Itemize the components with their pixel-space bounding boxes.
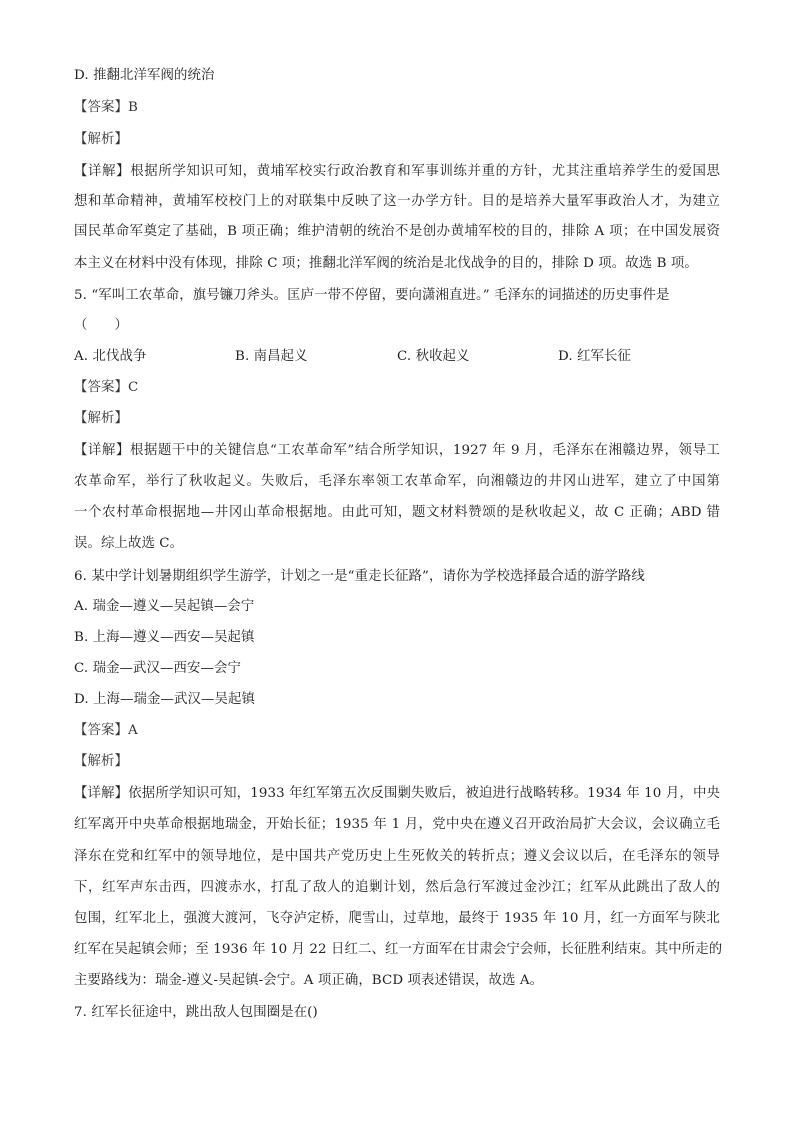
q7-stem: 7. 红军长征途中，跳出敌人包围圈是在() bbox=[74, 1005, 318, 1020]
q6-detail-line: 泽东在党和红军中的领导地位，是中国共产党历史上生死攸关的转折点；遵义会议以后，在毛泽东的领导 bbox=[74, 849, 720, 864]
q6-option-b: B. 上海—遵义—西安—吴起镇 bbox=[74, 630, 255, 645]
q6-detail-line: 【详解】依据所学知识可知，1933 年红军第五次反围剿失败后，被迫进行战略转移。1934 年 10 月，中央 bbox=[74, 786, 720, 801]
q6-detail-line: 红军离开中央革命根据地瑞金，开始长征；1935 年 1 月，党中央在遵义召开政治局扩大会议，会议确立毛 bbox=[74, 817, 720, 832]
q6-detail-line: 下，红军声东击西，四渡赤水，打乱了敌人的追剿计划，然后急行军渡过金沙江；红军从此跳出了敌人的 bbox=[74, 880, 720, 895]
q4-detail-line: 国民革命军奠定了基础，B 项正确；维护清朝的统治不是创办黄埔军校的目的，排除 A 项；在中国发展资 bbox=[74, 224, 720, 239]
q6-option-a: A. 瑞金—遵义—吴起镇—会宁 bbox=[74, 599, 255, 614]
q6-detail-line: 红军在吴起镇会师；至 1936 年 10 月 22 日红二、红一方面军在甘肃会宁会师，长征胜利结束。其中所走的 bbox=[74, 942, 723, 957]
q5-detail-line: 一个农村革命根据地—井冈山革命根据地。由此可知，题文材料赞颂的是秋收起义，故 C 正确；ABD 错 bbox=[74, 505, 720, 520]
q4-option-d: D. 推翻北洋军阀的统治 bbox=[74, 68, 215, 83]
q5-detail-line: 误。综上故选 C。 bbox=[74, 536, 184, 551]
q5-answer: 【答案】C bbox=[74, 380, 139, 395]
q4-analysis-label: 【解析】 bbox=[74, 132, 128, 147]
q4-detail-line: 【详解】根据所学知识可知，黄埔军校实行政治教育和军事训练并重的方针，尤其注重培养学生的爱国思 bbox=[74, 164, 720, 179]
q5-option-b: B. 南昌起义 bbox=[235, 349, 308, 364]
q6-analysis-label: 【解析】 bbox=[74, 754, 128, 769]
q6-detail-line: 主要路线为：瑞金-遵义-吴起镇-会宁。A 项正确，BCD 项表述错误，故选 A。 bbox=[74, 973, 544, 988]
q4-detail-line: 想和革命精神，黄埔军校校门上的对联集中反映了这一办学方针。目的是培养大量军事政治人才，为建立 bbox=[74, 194, 720, 209]
q4-answer: 【答案】B bbox=[74, 100, 138, 115]
q5-stem-blank: （ ） bbox=[74, 318, 128, 333]
q5-analysis-label: 【解析】 bbox=[74, 411, 128, 426]
q6-stem: 6. 某中学计划暑期组织学生游学，计划之一是“重走长征路”，请你为学校选择最合适的游学路线 bbox=[74, 569, 645, 584]
q5-option-c: C. 秋收起义 bbox=[397, 349, 470, 364]
q6-option-d: D. 上海—瑞金—武汉—吴起镇 bbox=[74, 692, 255, 707]
q6-detail-line: 包围，红军北上，强渡大渡河，飞夺泸定桥，爬雪山，过草地，最终于 1935 年 10 月，红一方面军与陕北 bbox=[74, 911, 720, 926]
q4-detail-line: 本主义在材料中没有体现，排除 C 项；推翻北洋军阀的统治是北伐战争的目的，排除 D 项。故选 B 项。 bbox=[74, 256, 698, 271]
q5-option-d: D. 红军长征 bbox=[558, 349, 632, 364]
q5-detail-line: 【详解】根据题干中的关键信息“工农革命军”结合所学知识，1927 年 9 月，毛泽东在湘赣边界，领导工 bbox=[74, 443, 720, 458]
q6-answer: 【答案】A bbox=[74, 723, 138, 738]
q6-option-c: C. 瑞金—武汉—西安—会宁 bbox=[74, 661, 241, 676]
q5-detail-line: 农革命军，举行了秋收起义。失败后，毛泽东率领工农革命军，向湘赣边的井冈山进军，建立了中国第 bbox=[74, 474, 720, 489]
q5-stem: 5. “军叫工农革命，旗号镰刀斧头。匡庐一带不停留，要向潇湘直进。” 毛泽东的词描述的历史事件是 bbox=[74, 288, 670, 303]
q5-option-a: A. 北伐战争 bbox=[74, 349, 147, 364]
